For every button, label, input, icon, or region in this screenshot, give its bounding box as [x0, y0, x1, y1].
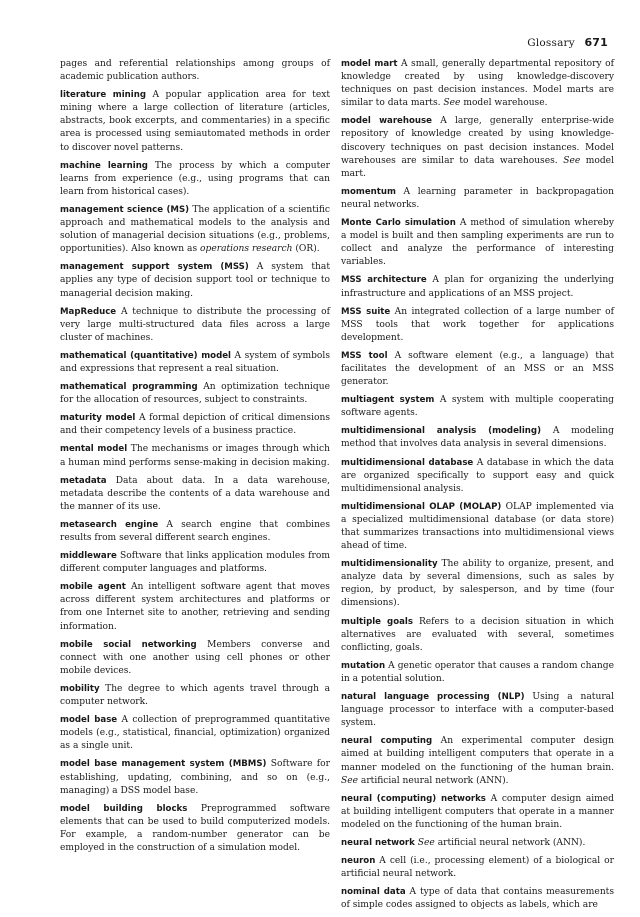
glossary-entry — [341, 691, 614, 730]
glossary-term: model base management system (MBMS) — [60, 759, 267, 770]
glossary-definition: A computer design aimed at building intelligent computers that operate in a manner modeled on the functioning of the human brain. — [341, 793, 614, 830]
glossary-term: nominal data — [341, 887, 406, 898]
glossary-entry — [341, 186, 614, 212]
glossary-definition: A small, generally departmental repository of knowledge created by using knowledge-discovery techniques on past decision instances. Model marts are similar to data marts. — [341, 59, 614, 109]
glossary-entry — [60, 58, 330, 84]
glossary-term: neural (computing) networks — [341, 793, 486, 804]
glossary-definition: An intelligent software agent that moves across different system architectures and platforms or from one Internet site to another, retrieving and sending information. — [60, 582, 330, 632]
glossary-entry — [341, 306, 614, 345]
glossary-definition: A popular application area for text mining where a large collection of literature (articles, abstracts, book excerpts, and commentaries) in a specific area is processed using semiautomated methods in order to discover novel patterns. — [60, 90, 330, 153]
glossary-term: mathematical (quantitative) model — [60, 350, 231, 361]
glossary-entry — [341, 350, 614, 389]
glossary-term: neural computing — [341, 736, 433, 747]
cross-reference: See — [563, 155, 581, 166]
glossary-entry — [341, 115, 614, 180]
glossary-entry — [60, 581, 330, 633]
glossary-term: multidimensionality — [341, 559, 438, 570]
cross-reference: See — [341, 775, 358, 786]
glossary-entry — [60, 803, 330, 855]
glossary-entry — [60, 758, 330, 797]
glossary-term: management science (MS) — [60, 204, 190, 215]
glossary-term: metasearch engine — [60, 519, 159, 530]
glossary-definition: A software element (e.g., a language) that facilitates the development of an MSS or an MSS generator. — [341, 350, 614, 388]
glossary-term: neuron — [341, 856, 376, 867]
glossary-term: momentum — [341, 186, 396, 197]
glossary-definition: Data about data. In a data warehouse, metadata describe the contents of a data warehouse and the manner of its use. — [60, 475, 330, 512]
glossary-term: MSS suite — [341, 306, 391, 317]
glossary-definition: An experimental computer design aimed at building intelligent computers that operate in a manner modeled on the functioning of the human brain. — [341, 736, 614, 773]
glossary-term: multidimensional database — [341, 457, 474, 468]
glossary-entry — [60, 306, 330, 345]
glossary-definition: An integrated collection of a large number of MSS tools that work together for applications development. — [341, 306, 614, 343]
glossary-term: multiple goals — [341, 616, 413, 627]
glossary-term: MSS architecture — [341, 275, 427, 286]
glossary-entry — [60, 412, 330, 438]
glossary-term: mathematical programming — [60, 382, 198, 393]
glossary-entry — [60, 89, 330, 154]
glossary-definition: Members converse and connect with one another using cell phones or other mobile devices. — [60, 639, 330, 676]
glossary-term: model mart — [341, 59, 398, 69]
cross-reference: operations research — [200, 244, 293, 255]
glossary-definition: The degree to which agents travel through a computer network. — [60, 683, 330, 708]
glossary-term: metadata — [60, 475, 107, 486]
glossary-entry — [341, 394, 614, 420]
glossary-term: mobile agent — [60, 582, 126, 593]
glossary-definition: A large, generally enterprise-wide repository of knowledge created by using knowledge-discovery techniques on past decision instances. Model warehouses are similar to data warehouses. — [341, 116, 614, 166]
glossary-definition: An optimization technique for the allocation of resources, subject to constraints. — [60, 382, 330, 406]
glossary-term: multidimensional analysis (modeling) — [341, 426, 541, 437]
glossary-entry — [341, 457, 614, 496]
glossary-term: literature mining — [60, 90, 146, 101]
glossary-entry — [341, 217, 614, 269]
glossary-definition: A system with multiple cooperating software agents. — [341, 395, 614, 419]
glossary-term: model warehouse — [341, 116, 432, 127]
definition-tail: artificial neural network (ANN). — [437, 837, 586, 848]
glossary-entry — [60, 714, 330, 753]
glossary-definition: A technique to distribute the processing of very large multi-structured data files across a large cluster of machines. — [60, 306, 330, 343]
glossary-entry — [341, 501, 614, 553]
glossary-definition: A cell (i.e., processing element) of a biological or artificial neural network. — [341, 856, 614, 880]
glossary-definition: Refers to a decision situation in which alternatives are evaluated with several, sometimes conflicting, goals. — [341, 616, 615, 653]
glossary-entry — [341, 660, 614, 686]
glossary-definition: A collection of preprogrammed quantitative models (e.g., statistical, financial, optimization) organized as a single unit. — [60, 715, 330, 752]
glossary-term: machine learning — [60, 160, 148, 171]
glossary-definition: A type of data that contains measurements of simple codes assigned to objects as labels, which are — [341, 887, 614, 911]
glossary-definition: The application of a scientific approach and mathematical models to the analysis and solution of managerial decision situations (e.g., problems, opportunities). Also known as — [60, 204, 330, 255]
glossary-definition: Preprogrammed software elements that can be used to build computerized models. For example, a random-number generator can be employed in the construction of a simulation model. — [60, 803, 330, 853]
glossary-term: mutation — [341, 660, 386, 671]
glossary-definition: A system that applies any type of decision support tool or technique to managerial decision making. — [60, 262, 330, 299]
glossary-entry — [341, 793, 614, 832]
glossary-entry — [341, 855, 614, 881]
glossary-entry — [60, 683, 330, 709]
glossary-entry — [60, 550, 330, 576]
definition-tail: model mart. — [341, 155, 614, 179]
glossary-term: MapReduce — [60, 306, 117, 317]
definition-tail: (OR). — [295, 244, 320, 255]
glossary-entry — [341, 837, 614, 850]
glossary-definition: Using a natural language processor to interface with a computer-based system. — [341, 692, 614, 729]
glossary-definition: A system of symbols and expressions that represent a real situation. — [60, 350, 330, 374]
glossary-term: natural language processing (NLP) — [341, 692, 525, 703]
glossary-definition: A plan for organizing the underlying infrastructure and applications of an MSS project. — [341, 275, 614, 299]
glossary-entry — [341, 616, 614, 655]
glossary-definition: A database in which the data are organized specifically to support easy and quick multidimensional analysis. — [341, 457, 614, 494]
glossary-term: model building blocks — [60, 803, 188, 814]
glossary-entry — [341, 58, 614, 110]
glossary-definition: A modeling method that involves data analysis in several dimensions. — [341, 426, 614, 450]
glossary-definition: A learning parameter in backpropagation neural networks. — [341, 186, 614, 210]
glossary-entry — [60, 475, 330, 514]
glossary-term: management support system (MSS) — [60, 262, 249, 273]
glossary-entry — [341, 735, 614, 787]
glossary-term: model base — [60, 715, 118, 726]
glossary-definition: A genetic operator that causes a random change in a potential solution. — [341, 660, 614, 684]
glossary-definition: pages and referential relationships among groups of academic publication authors. — [60, 59, 330, 83]
definition-tail: model warehouse. — [463, 98, 548, 109]
glossary-entry — [60, 204, 330, 256]
glossary-term: maturity model — [60, 413, 136, 424]
glossary-entry — [60, 261, 330, 300]
glossary-entry — [60, 639, 330, 678]
cross-reference: See — [417, 837, 435, 848]
left-column — [60, 58, 330, 860]
glossary-entry — [341, 425, 614, 451]
glossary-term: MSS tool — [341, 350, 388, 361]
glossary-definition: Software that links application modules from different computer languages and platforms. — [60, 551, 330, 575]
glossary-definition: A method of simulation whereby a model is built and then sampling experiments are run to collect and analyze the performance of interesting variables. — [341, 218, 614, 268]
glossary-term: mobile social networking — [60, 639, 197, 650]
glossary-term: multidimensional OLAP (MOLAP) — [341, 501, 502, 512]
glossary-entry — [341, 274, 614, 300]
glossary-entry — [60, 381, 330, 407]
glossary-entry — [60, 443, 330, 469]
glossary-entry — [60, 350, 330, 376]
glossary-entry — [341, 558, 614, 610]
glossary-definition: The ability to organize, present, and analyze data by several dimensions, such as sales by region, by product, by salesperson, and by time (four dimensions). — [341, 559, 614, 609]
glossary-term: middleware — [60, 551, 117, 562]
glossary-definition: OLAP implemented via a specialized multidimensional database (or data store) that summarizes transactions into multidimensional views ahead of time. — [341, 501, 614, 552]
glossary-definition: Software for establishing, updating, combining, and so on (e.g., managing) a DSS model base. — [60, 759, 330, 796]
glossary-term: mobility — [60, 683, 100, 694]
glossary-entry — [341, 886, 614, 912]
glossary-term: Monte Carlo simulation — [341, 218, 456, 229]
glossary-term: mental model — [60, 444, 128, 455]
section-title: Glossary — [527, 37, 575, 49]
page-number: 671 — [584, 36, 608, 49]
glossary-term: multiagent system — [341, 395, 435, 406]
glossary-term: neural network — [341, 837, 415, 848]
glossary-definition: A search engine that combines results from several different search engines. — [60, 519, 330, 543]
cross-reference: See — [443, 98, 461, 109]
definition-tail: artificial neural network (ANN). — [360, 775, 509, 786]
right-column — [341, 58, 614, 917]
glossary-entry — [60, 519, 330, 545]
glossary-definition: The mechanisms or images through which a human mind performs sense-making in decision making. — [60, 444, 330, 468]
glossary-definition: A formal depiction of critical dimensions and their competency levels of a business practice. — [60, 413, 330, 437]
glossary-definition: The process by which a computer learns from experience (e.g., using programs that can learn from historical cases). — [60, 160, 330, 197]
glossary-entry — [60, 160, 330, 199]
page-header — [527, 36, 608, 49]
